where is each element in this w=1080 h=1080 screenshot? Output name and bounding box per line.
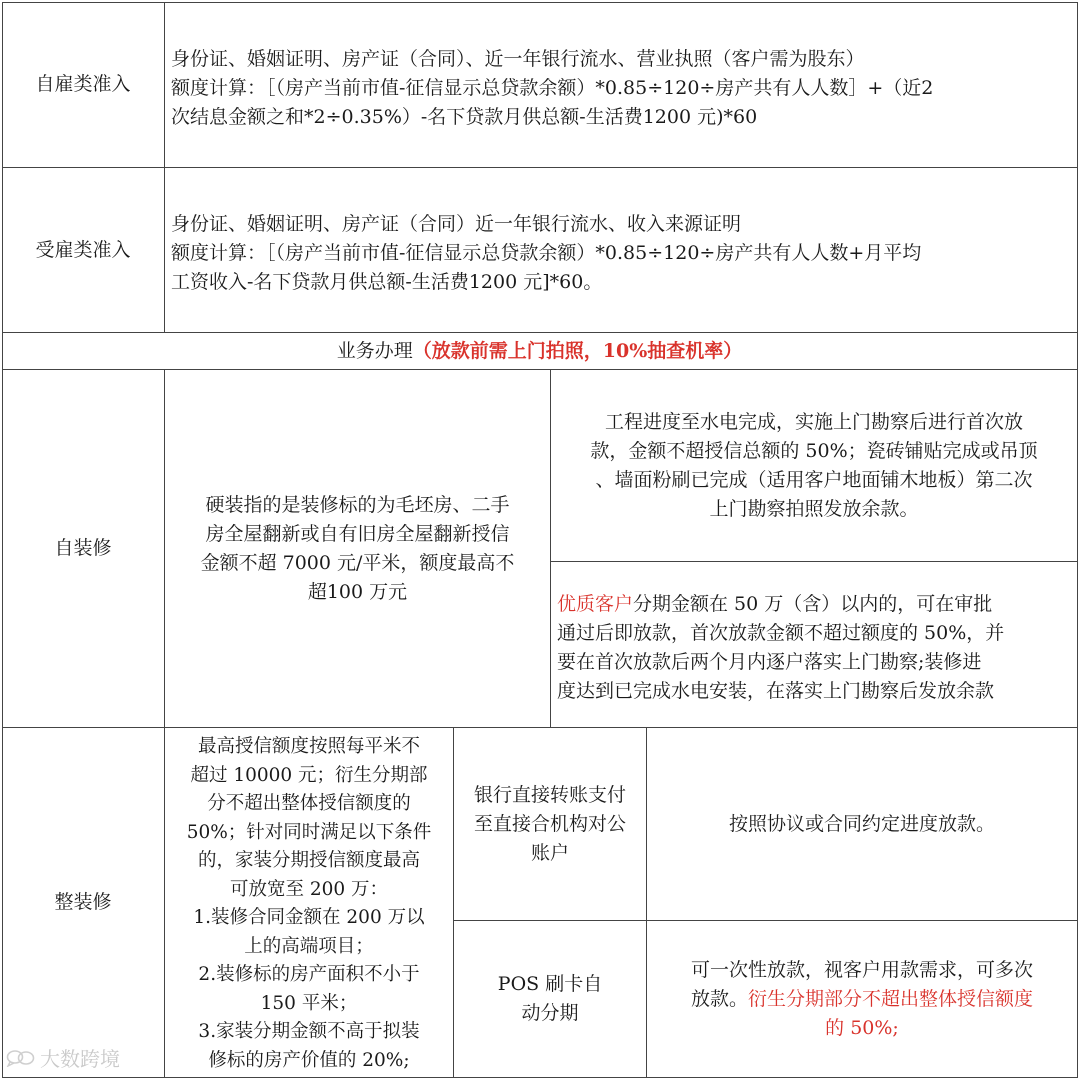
- label-self-employed-text: 自雇类准入: [35, 73, 131, 95]
- watermark: [6, 1043, 120, 1072]
- full-limit-line-1: 最高授信额度按照每平米不: [197, 736, 420, 757]
- full-decoration-limit: [165, 728, 454, 1078]
- full-limit-line-4: 50%；针对同时满足以下条件: [186, 821, 432, 843]
- method2-desc-2a: 放款。: [690, 987, 748, 1010]
- full-limit-line-6: 可放宽至 200 万：: [229, 878, 389, 900]
- content-employed: [165, 168, 1078, 333]
- label-full-decoration-text: 整装修: [54, 891, 112, 913]
- method-pos-desc: [647, 921, 1078, 1078]
- self-employed-line-1: 身份证、婚姻证明、房产证（合同）、近一年银行流水、营业执照（客户需为股东）: [171, 48, 865, 70]
- full-limit-line-3: 分不超出整体授信额度的: [207, 793, 411, 814]
- chat-bubble-icon: [6, 1049, 36, 1067]
- full-limit-line-8: 上的高端项目；: [244, 935, 374, 957]
- business-note: （放款前需上门拍照，10%抽查机率）: [412, 339, 743, 362]
- self-decoration-limit: [165, 370, 551, 728]
- disbursement-line-4: 上门勘察拍照发放余款。: [709, 497, 919, 520]
- method-pos: [454, 921, 647, 1078]
- content-self-employed: [165, 2, 1078, 168]
- full-limit-line-12: 修标的房产价值的 20%;: [208, 1049, 410, 1071]
- premium-line-1: [557, 590, 1073, 619]
- method1-line-3: 账户: [530, 841, 569, 864]
- full-limit-line-2: 超过 10000 元；衍生分期部: [190, 764, 428, 786]
- method2-line-1: POS 刷卡自: [497, 973, 603, 995]
- method2-line-2: 动分期: [521, 1002, 579, 1024]
- method-bank-transfer: [454, 728, 647, 921]
- self-decoration-premium: [551, 562, 1078, 728]
- full-limit-line-5: 的，家装分期授信额度最高: [197, 850, 420, 871]
- business-header: [2, 333, 1078, 370]
- premium-first: 分期金额在 50 万（含）以内的，可在审批: [633, 593, 993, 615]
- premium-highlight: 优质客户: [557, 593, 634, 615]
- disbursement-line-1: 工程进度至水电完成，实施上门勘察后进行首次放: [604, 410, 1023, 433]
- disbursement-line-2: 款，金额不超授信总额的 50%；瓷砖铺贴完成或吊顶: [590, 439, 1038, 462]
- self-decoration-limit-line-2: 房全屋翻新或自有旧房全屋翻新授信: [205, 522, 510, 545]
- label-self-employed: [2, 2, 165, 168]
- disbursement-line-3: 、墙面粉刷已完成（适用客户地面铺木地板）第二次: [595, 468, 1033, 491]
- self-decoration-disbursement: [551, 370, 1078, 562]
- full-limit-line-10: 150 平米；: [260, 992, 358, 1014]
- full-limit-line-11: 3.家装分期金额不高于拟装: [198, 1021, 420, 1042]
- label-employed-text: 受雇类准入: [35, 238, 131, 261]
- premium-line-4: 度达到已完成水电安装，在落实上门勘察后发放余款: [557, 680, 995, 702]
- method1-line-1: 银行直接转账支付: [473, 783, 626, 806]
- premium-line-2: 通过后即放款，首次放款金额不超过额度的 50%，并: [557, 622, 1005, 644]
- business-title: 业务办理: [336, 339, 413, 362]
- full-limit-line-7: 1.装修合同金额在 200 万以: [193, 907, 425, 928]
- employed-line-1: 身份证、婚姻证明、房产证（合同）近一年银行流水、收入来源证明: [171, 213, 742, 235]
- self-decoration-limit-line-4: 超100 万元: [307, 580, 408, 603]
- self-decoration-limit-line-3: 金额不超 7000 元/平米，额度最高不: [200, 551, 515, 574]
- self-decoration-limit-line-1: 硬装指的是装修标的为毛坯房、二手: [205, 493, 510, 516]
- method2-desc-line-2: [691, 985, 1033, 1014]
- label-self-decoration-text: 自装修: [54, 537, 112, 559]
- label-self-decoration: [2, 370, 165, 728]
- method1-desc: 按照协议或合同约定进度放款。: [728, 812, 995, 835]
- watermark-text: 大数跨境: [40, 1047, 120, 1071]
- method2-desc-2b: 衍生分期部分不超出整体授信额度: [748, 987, 1034, 1010]
- label-full-decoration: [2, 728, 165, 1078]
- label-employed: [2, 168, 165, 333]
- full-limit-line-9: 2.装修标的房产面积不小于: [198, 964, 420, 985]
- employed-line-3: 工资收入-名下贷款月供总额-生活费1200 元]*60。: [171, 271, 603, 293]
- self-employed-line-2: 额度计算：［（房产当前市值-征信显示总贷款余额）*0.85÷120÷房产共有人人数］+（近2: [171, 77, 934, 99]
- employed-line-2: 额度计算：［（房产当前市值-征信显示总贷款余额）*0.85÷120÷房产共有人人数+月平均: [171, 242, 922, 264]
- method-bank-transfer-desc: [647, 728, 1078, 921]
- method2-desc-line-3: 的 50%;: [825, 1016, 899, 1039]
- self-employed-line-3: 次结息金额之和*2÷0.35%）-名下贷款月供总额-生活费1200 元)*60: [171, 106, 758, 128]
- method2-desc-line-1: 可一次性放款，视客户用款需求，可多次: [690, 958, 1033, 981]
- method1-line-2: 至直接合机构对公: [473, 812, 626, 835]
- premium-line-3: 要在首次放款后两个月内逐户落实上门勘察;装修进: [557, 651, 982, 673]
